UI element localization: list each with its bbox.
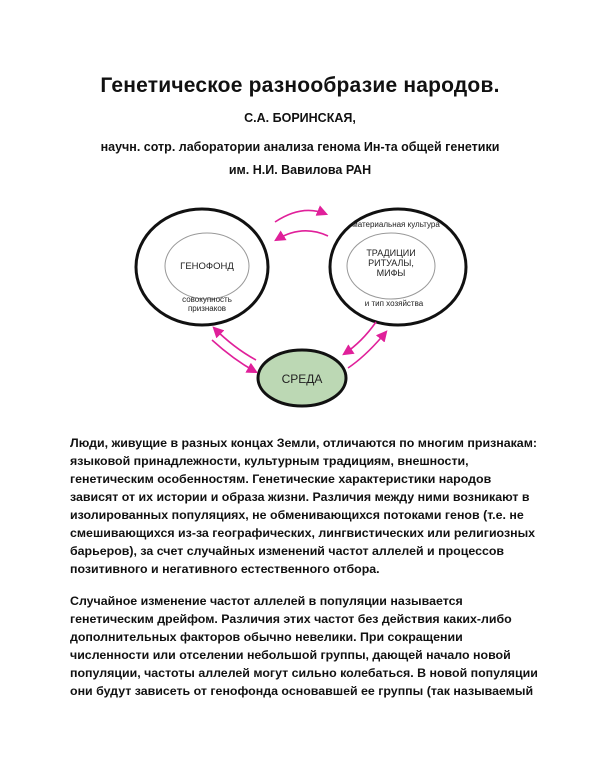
arrow-culture-to-genofond (276, 231, 328, 240)
genofond-label: ГЕНОФОНД (180, 261, 234, 272)
environment-label: СРЕДА (281, 372, 323, 386)
page-title: Генетическое разнообразие народов. (100, 74, 500, 97)
genofond-culture-environment-diagram (130, 200, 475, 415)
traditions-label-line1: ТРАДИЦИИ (366, 248, 416, 258)
arrow-environment-to-culture (348, 332, 386, 368)
author-affiliation: научн. сотр. лаборатории анализа генома Ин-та общей генетики (100, 140, 500, 154)
arrow-environment-to-genofond (214, 328, 256, 360)
arrow-genofond-to-culture (275, 210, 326, 222)
traits-label-line1: совокупность (182, 295, 232, 304)
body-paragraph-2: Случайное изменение частот аллелей в популяции называется генетическим дрейфом. Различия этих частот без действия каких-либо дополнительных факторов обычно невелики. При сокращении численности или отселении небольшой группы, дающей начало новой популяции, частоты аллелей могут сильно колебаться. В новой популяции они будут зависеть от генофонда основавшей ее группы (так называемый (70, 594, 538, 698)
traditions-label-line3: МИФЫ (376, 268, 406, 278)
traditions-label-line2: РИТУАЛЫ, (368, 258, 414, 268)
economy-label: и тип хозяйства (364, 299, 424, 308)
author-name: С.А. БОРИНСКАЯ, (244, 111, 356, 125)
material-culture-label: материальная культура (352, 220, 440, 229)
traits-label-line2: признаков (187, 304, 227, 313)
author-institute: им. Н.И. Вавилова РАН (228, 163, 372, 177)
body-paragraph-1: Люди, живущие в разных концах Земли, отличаются по многим признакам: языковой принадлежности, культурным традициям, внешности, генетическим особенностям. Генетические характеристики народов зависят от их истории и образа жизни. Различия между ними возникают в изолированных популяциях, не обменивающихся потоками генов (т.е. не смешивающихся из-за географических, лингвистических или религиозных барьеров), за счет случайных изменений частот аллелей и процессов позитивного и негативного естественного отбора. (70, 436, 537, 576)
